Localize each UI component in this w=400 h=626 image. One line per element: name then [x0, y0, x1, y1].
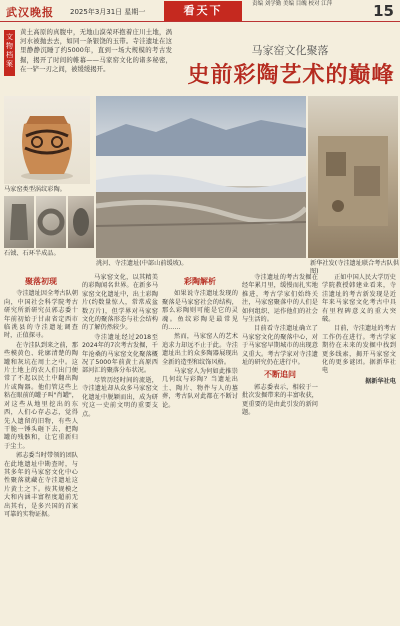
landscape-caption: 洮河、寺洼遗址(中部山前缓坡)。 [96, 260, 188, 267]
newspaper-logo: 武汉晚报 [6, 6, 54, 19]
paragraph: 目前看寺洼遗址确立了马家窑文化的聚落中心，对于马家窑早期城市的出现意义重大。考古学家对寺洼遗址的研究仍在进行中。 [242, 325, 318, 367]
pottery-photo [4, 96, 90, 184]
paragraph: 然而，马家窑人的艺术追求力却远不止于此。寺洼遗址出土的众多陶器展现出全新的造型和纹饰风格。 [162, 333, 238, 366]
column-tag: 文物档案 [4, 30, 15, 76]
paragraph: 如果说寺洼遗址发现的聚落是马家窑社会的结构，那么彩陶则可能是它的灵魂。鱼纹彩陶是最常见的…… [162, 290, 238, 332]
lead-paragraph: 黄土高原的真腹中，无地山漠荣环抱着庄川土地，涡河水被抛去去，如同一条银饶的玉带。寺洼遗址在这里静静沉睡了约5000年，直到一场大规模的考古发掘，揭开了时间的帷幕——马家窑文化的诸多秘密，在一铲一刃之间，被缓缓揭开。 [20, 28, 172, 73]
subheading-artifacts: 彩陶解析 [184, 277, 216, 286]
paragraph: 尽管历经时间的流逝，寺洼遗址却从众多马家窑文化遗址中脱颖而出，成为研究这一史前文明的重要支点。 [82, 376, 158, 418]
pottery-caption: 马家窑类型涡纹彩陶。 [4, 186, 66, 193]
section-banner: 看天下 [164, 1, 242, 21]
editor-credits: 责编 刘学勤 美编 目魄 校对 江萍 [252, 1, 333, 7]
masthead [0, 0, 400, 22]
kicker: 马家窑文化聚落 [251, 44, 329, 57]
article-column-3 [162, 274, 238, 411]
article-column-2 [82, 274, 158, 420]
stone-blank-photo [68, 196, 94, 248]
paragraph: 马家窑文化，以其精美的彩陶闻名世界。在新多马家窑文化遗址中，出土彩陶片(约数量惊人，常常成盆数万片)，但学界对马家窑文化的聚落形态与社会结构的了解仍然较少。 [82, 274, 158, 332]
excavation-caption: 新华社发(寺洼遗址联合考古队供图) [310, 260, 400, 275]
byline: 据新华社电 [365, 377, 396, 385]
article-column-1 [4, 274, 78, 520]
paragraph: 寺洼遗址因全考古队朝向，中国社会科学院考古研究所新研究员郭志委十年前初始于甘肃省定西市临洮县的寺洼遗址调查时，正值探寻。 [4, 290, 78, 340]
stone-axe-photo [4, 196, 34, 248]
paragraph: 目前，寺洼遗址的考古工作仍在进行。考古学家期待在未来的发掘中找到更多线索，揭开马家窑文化的更多谜团。据新华社电 [322, 325, 396, 375]
paragraph: 正如中国人民大学历史学院教授韩建业看来，寺洼遗址的考古新发现是近年来马家窑文化考古中具有里程碑意义的重大突破。 [322, 274, 396, 324]
paragraph: 在寺洼队到来之前，那些模黄色、轮廓清楚的陶罐和灰坑在周土之中。这片土地上的农人们出门便常了不起以民土中翻出陶片或陶器。他们管这些上粘在眼前的罐子叫"肖罐"，对这些从地里挖出的东西，人们心存忐忑，觉得先人遗留的旧物，有些人干脆一锤头砸下去，把陶罐的残骸和，让它重新归于尘土。 [4, 341, 78, 450]
paragraph: 寺洼遗址经过2018至2024年的7次考古发掘，千年沧桑的马家窑文化聚落概况了5000年前黄土高原西部河汇的聚落分布状况。 [82, 333, 158, 375]
headline: 史前彩陶艺术的巅峰 [187, 62, 395, 88]
page-number: 15 [373, 2, 394, 20]
paragraph: 郭志委当时带领的团队在此地遗址中勘查时，与其多年的马家窑文化中心性聚落就藏在寺洼遗址这片黄土之下。按其规模之大和内涵丰富程度超前无出其右，是多兴国的首案可靠的实物证据。 [4, 452, 78, 518]
paragraph: 寺洼遗址的考古发掘在经年累月里，缓慢而扎实地推进，考古学家们始终关注，马家窑聚落中的人们是如何组织、运作他们的社会与生活的。 [242, 274, 318, 324]
article-column-4 [242, 274, 318, 419]
article-column-5 [322, 274, 396, 386]
subheading-explore: 不断追问 [264, 370, 296, 380]
landscape-photo [96, 96, 306, 258]
stone-ring-photo [36, 196, 66, 248]
subheading-discovery: 聚落初现 [25, 277, 57, 286]
issue-date: 2025年3月31日 星期一 [70, 8, 146, 16]
paragraph: 马家窑人为何如此推崇几何纹与彩陶？当遗址出土、陶片、物件与人的墓葬，考古队对此都在不断讨论。 [162, 368, 238, 409]
excavation-photo [308, 96, 398, 258]
paragraph: 郭志委表示，相较于一批次发掘带来的丰富收获，更重要的是由此引发的新问题。 [242, 383, 318, 417]
tools-caption: 石钺、石环半成品。 [4, 250, 60, 257]
